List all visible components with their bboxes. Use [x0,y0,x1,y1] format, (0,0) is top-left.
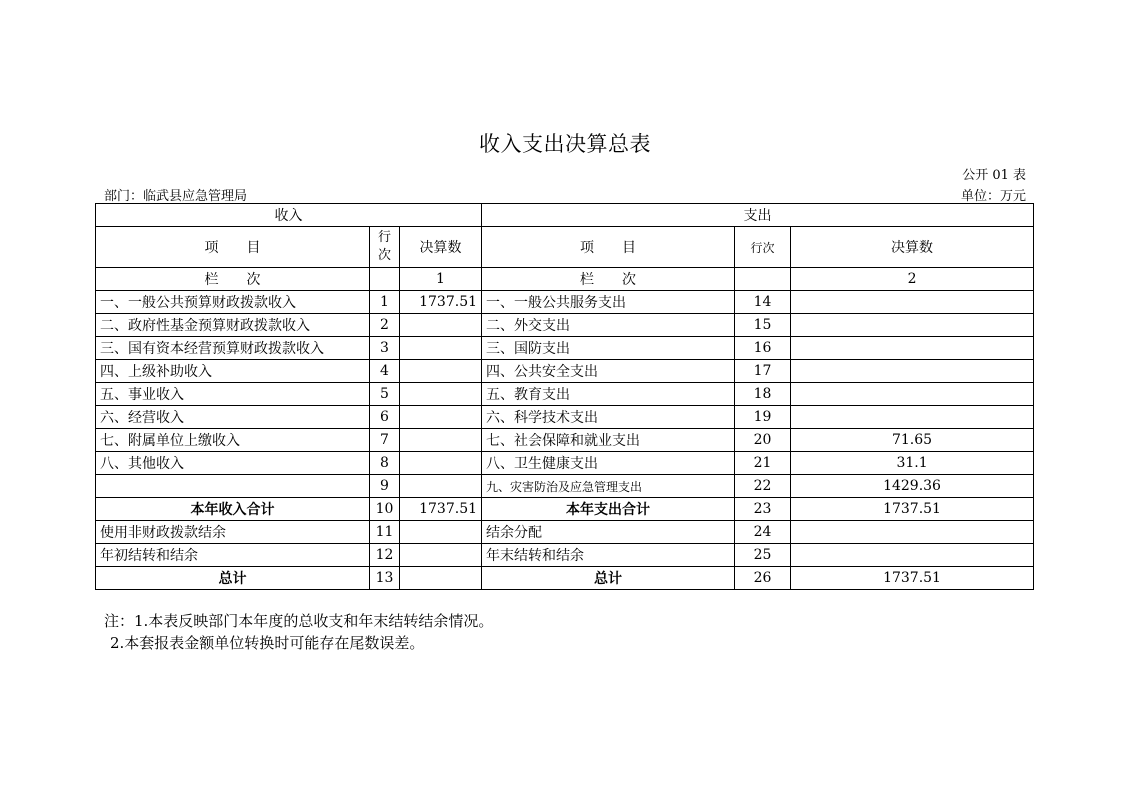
expense-section-header: 支出 [482,204,1034,227]
income-amount [400,314,482,337]
expense-row-no: 24 [735,521,791,544]
empty-cell [791,544,1034,567]
row-no-bottom: 次 [377,248,391,263]
expense-grand-total-amount: 1737.51 [791,567,1034,590]
expense-item: 三、国防支出 [482,337,735,360]
expense-amount [791,291,1034,314]
income-row-no: 12 [370,544,400,567]
year-income-total-amount: 1737.51 [400,498,482,521]
carryover-row [96,544,1034,567]
income-row-no-header [370,227,400,268]
expense-row-no: 17 [735,360,791,383]
column-order-row [96,268,1034,291]
empty-cell [791,521,1034,544]
income-item [96,475,370,498]
income-row-no: 2 [370,314,400,337]
income-item: 七、附属单位上缴收入 [96,429,370,452]
expense-amount [791,406,1034,429]
expense-row-no: 25 [735,544,791,567]
row-no-top: 行 [377,230,391,245]
surplus-distribution-label: 结余分配 [482,521,735,544]
department-label: 部门：临武县应急管理局 [104,189,248,204]
income-row-no: 4 [370,360,400,383]
income-item: 三、国有资本经营预算财政拨款收入 [96,337,370,360]
year-total-row [96,498,1034,521]
expense-amount-header: 决算数 [791,227,1034,268]
expense-item: 八、卫生健康支出 [482,452,735,475]
section-header-row [96,204,1034,227]
income-item-header: 项 目 [96,227,370,268]
table-row [96,314,1034,337]
income-row-no: 7 [370,429,400,452]
income-row-no: 13 [370,567,400,590]
unit-label: 单位：万元 [960,189,1026,204]
expense-row-no: 15 [735,314,791,337]
expense-amount [791,360,1034,383]
income-item: 二、政府性基金预算财政拨款收入 [96,314,370,337]
table-row [96,337,1034,360]
expense-row-no: 18 [735,383,791,406]
grand-total-row [96,567,1034,590]
income-column-number: 1 [400,268,482,291]
income-amount [400,383,482,406]
income-item: 五、事业收入 [96,383,370,406]
expense-amount [791,314,1034,337]
income-row-no: 5 [370,383,400,406]
income-amount [400,429,482,452]
year-expense-total-label: 本年支出合计 [482,498,735,521]
expense-column-number: 2 [791,268,1034,291]
table-row [96,360,1034,383]
expense-row-no: 14 [735,291,791,314]
expense-grand-total-label: 总计 [482,567,735,590]
expense-item: 九、灾害防治及应急管理支出 [482,475,735,498]
column-header-row [96,227,1034,268]
expense-item: 二、外交支出 [482,314,735,337]
expense-amount [791,383,1034,406]
income-column-order-label: 栏 次 [96,268,370,291]
income-amount [400,337,482,360]
expense-item-header: 项 目 [482,227,735,268]
expense-item: 四、公共安全支出 [482,360,735,383]
empty-cell [370,268,400,291]
expense-row-no: 22 [735,475,791,498]
empty-cell [400,521,482,544]
income-amount-header: 决算数 [400,227,482,268]
income-row-no: 1 [370,291,400,314]
expense-row-no: 16 [735,337,791,360]
income-amount [400,360,482,383]
income-row-no: 3 [370,337,400,360]
income-expense-table [95,203,1034,590]
form-code: 公开 01 表 [962,168,1026,183]
expense-item: 六、科学技术支出 [482,406,735,429]
expense-amount: 1429.36 [791,475,1034,498]
income-item: 一、一般公共预算财政拨款收入 [96,291,370,314]
income-item: 六、经营收入 [96,406,370,429]
income-amount [400,475,482,498]
expense-item: 一、一般公共服务支出 [482,291,735,314]
year-expense-total-amount: 1737.51 [791,498,1034,521]
footnote-2: 2.本套报表金额单位转换时可能存在尾数误差。 [110,634,425,652]
income-row-no: 8 [370,452,400,475]
expense-row-no: 23 [735,498,791,521]
expense-row-no: 19 [735,406,791,429]
expense-item: 五、教育支出 [482,383,735,406]
income-item: 八、其他收入 [96,452,370,475]
income-section-header: 收入 [96,204,482,227]
table-row [96,452,1034,475]
expense-amount: 31.1 [791,452,1034,475]
empty-cell [735,268,791,291]
empty-cell [400,544,482,567]
income-row-no: 6 [370,406,400,429]
income-amount [400,452,482,475]
table-row [96,406,1034,429]
income-row-no: 9 [370,475,400,498]
nonfiscal-surplus-label: 使用非财政拨款结余 [96,521,370,544]
page-title: 收入支出决算总表 [479,132,651,156]
income-row-no: 11 [370,521,400,544]
income-item: 四、上级补助收入 [96,360,370,383]
income-amount [400,406,482,429]
ending-carryover-label: 年末结转和结余 [482,544,735,567]
table-row [96,383,1034,406]
expense-row-no: 21 [735,452,791,475]
footnote-1: 注：1.本表反映部门本年度的总收支和年末结转结余情况。 [104,612,494,630]
year-income-total-label: 本年收入合计 [96,498,370,521]
table-row [96,429,1034,452]
beginning-carryover-label: 年初结转和结余 [96,544,370,567]
expense-row-no: 20 [735,429,791,452]
income-amount: 1737.51 [400,291,482,314]
table-row [96,291,1034,314]
nonfiscal-row [96,521,1034,544]
income-row-no: 10 [370,498,400,521]
table-row [96,475,1034,498]
expense-row-no-header: 行次 [735,227,791,268]
expense-column-order-label: 栏 次 [482,268,735,291]
expense-amount [791,337,1034,360]
expense-item: 七、社会保障和就业支出 [482,429,735,452]
expense-row-no: 26 [735,567,791,590]
empty-cell [400,567,482,590]
expense-amount: 71.65 [791,429,1034,452]
income-grand-total-label: 总计 [96,567,370,590]
